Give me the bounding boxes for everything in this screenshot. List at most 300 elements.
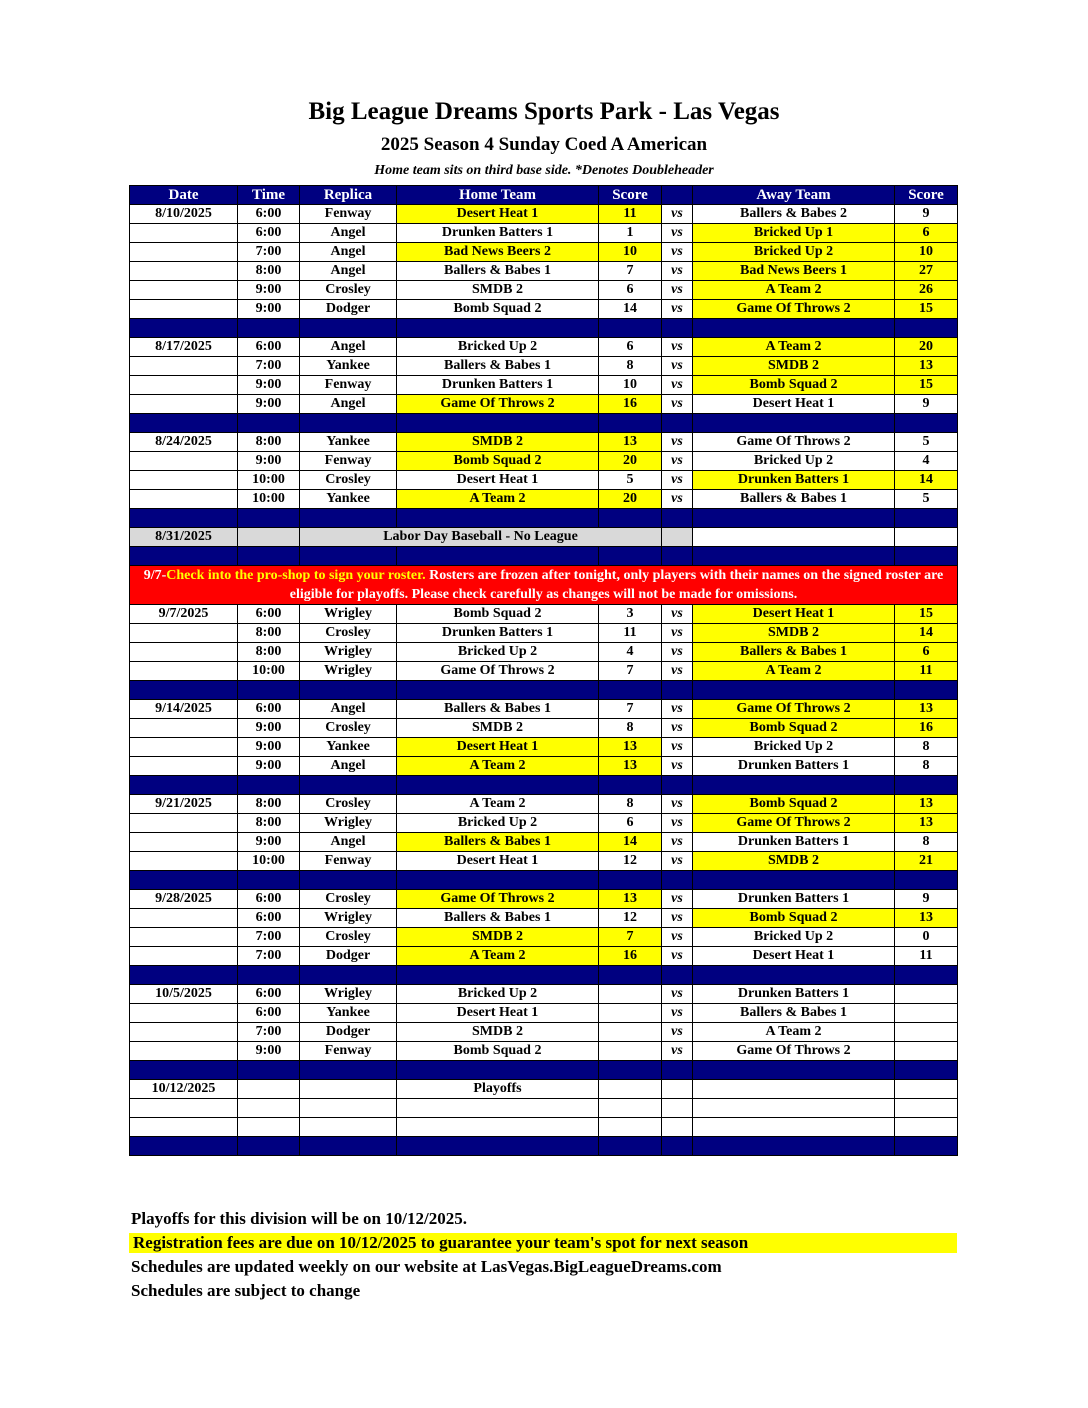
separator-cell bbox=[693, 966, 895, 985]
away-team-cell: Desert Heat 1 bbox=[693, 605, 895, 624]
vs-cell: vs bbox=[662, 662, 693, 681]
date-cell bbox=[130, 814, 238, 833]
separator-cell bbox=[895, 414, 958, 433]
header-vs bbox=[662, 186, 693, 205]
home-team-cell: Ballers & Babes 1 bbox=[397, 909, 599, 928]
away-score-cell bbox=[895, 528, 958, 547]
date-cell bbox=[130, 243, 238, 262]
replica-cell: Wrigley bbox=[300, 605, 397, 624]
home-team-cell: Bomb Squad 2 bbox=[397, 300, 599, 319]
footer-line: Playoffs for this division will be on 10/12/2025. bbox=[131, 1209, 467, 1228]
time-cell bbox=[238, 528, 300, 547]
away-team-cell: A Team 2 bbox=[693, 662, 895, 681]
away-score-cell: 8 bbox=[895, 757, 958, 776]
away-team-cell: Bricked Up 2 bbox=[693, 243, 895, 262]
game-row bbox=[130, 605, 958, 624]
vs-cell: vs bbox=[662, 338, 693, 357]
date-cell: 9/21/2025 bbox=[130, 795, 238, 814]
header-home-team: Home Team bbox=[397, 186, 599, 205]
away-team-cell: A Team 2 bbox=[693, 1023, 895, 1042]
replica-cell: Crosley bbox=[300, 719, 397, 738]
away-score-cell: 13 bbox=[895, 814, 958, 833]
home-team-cell: SMDB 2 bbox=[397, 1023, 599, 1042]
header-home-score: Score bbox=[599, 186, 662, 205]
replica-cell bbox=[300, 1099, 397, 1118]
home-score-cell: 8 bbox=[599, 357, 662, 376]
time-cell: 8:00 bbox=[238, 643, 300, 662]
separator-cell bbox=[895, 1137, 958, 1156]
replica-cell: Crosley bbox=[300, 890, 397, 909]
separator-cell bbox=[895, 776, 958, 795]
away-score-cell: 13 bbox=[895, 700, 958, 719]
separator-cell bbox=[397, 966, 599, 985]
time-cell bbox=[238, 1080, 300, 1099]
away-score-cell: 13 bbox=[895, 357, 958, 376]
time-cell: 6:00 bbox=[238, 205, 300, 224]
home-score-cell bbox=[599, 1023, 662, 1042]
home-score-cell bbox=[599, 985, 662, 1004]
home-score-cell bbox=[599, 1099, 662, 1118]
vs-cell: vs bbox=[662, 376, 693, 395]
vs-cell: vs bbox=[662, 719, 693, 738]
vs-cell: vs bbox=[662, 205, 693, 224]
home-team-cell: A Team 2 bbox=[397, 490, 599, 509]
home-score-cell: 20 bbox=[599, 490, 662, 509]
home-team-cell: Game Of Throws 2 bbox=[397, 395, 599, 414]
vs-cell: vs bbox=[662, 433, 693, 452]
separator-row bbox=[130, 509, 958, 528]
home-score-cell: 3 bbox=[599, 605, 662, 624]
home-team-cell: Bad News Beers 2 bbox=[397, 243, 599, 262]
home-team-cell: Desert Heat 1 bbox=[397, 471, 599, 490]
vs-cell: vs bbox=[662, 985, 693, 1004]
time-cell: 9:00 bbox=[238, 300, 300, 319]
time-cell: 8:00 bbox=[238, 262, 300, 281]
away-team-cell: Drunken Batters 1 bbox=[693, 890, 895, 909]
time-cell: 6:00 bbox=[238, 605, 300, 624]
date-cell: 10/12/2025 bbox=[130, 1080, 238, 1099]
replica-cell: Dodger bbox=[300, 947, 397, 966]
separator-cell bbox=[693, 1137, 895, 1156]
separator-cell bbox=[300, 681, 397, 700]
separator-cell bbox=[693, 681, 895, 700]
separator-cell bbox=[238, 681, 300, 700]
vs-cell: vs bbox=[662, 700, 693, 719]
home-score-cell: 11 bbox=[599, 205, 662, 224]
separator-cell bbox=[300, 509, 397, 528]
separator-cell bbox=[130, 547, 238, 566]
away-team-cell: Drunken Batters 1 bbox=[693, 985, 895, 1004]
home-score-cell: 16 bbox=[599, 395, 662, 414]
time-cell: 8:00 bbox=[238, 433, 300, 452]
home-team-cell: Desert Heat 1 bbox=[397, 1004, 599, 1023]
vs-cell: vs bbox=[662, 795, 693, 814]
home-team-cell: Game Of Throws 2 bbox=[397, 890, 599, 909]
game-row bbox=[130, 795, 958, 814]
away-score-cell bbox=[895, 1023, 958, 1042]
home-score-cell: 7 bbox=[599, 700, 662, 719]
replica-cell bbox=[300, 1118, 397, 1137]
date-cell bbox=[130, 376, 238, 395]
separator-cell bbox=[895, 509, 958, 528]
game-row bbox=[130, 490, 958, 509]
vs-cell: vs bbox=[662, 1004, 693, 1023]
away-score-cell bbox=[895, 1118, 958, 1137]
time-cell: 9:00 bbox=[238, 738, 300, 757]
separator-cell bbox=[238, 871, 300, 890]
replica-cell: Angel bbox=[300, 757, 397, 776]
vs-cell: vs bbox=[662, 395, 693, 414]
time-cell: 7:00 bbox=[238, 357, 300, 376]
away-score-cell bbox=[895, 1004, 958, 1023]
home-team-cell: SMDB 2 bbox=[397, 281, 599, 300]
away-team-cell: Drunken Batters 1 bbox=[693, 833, 895, 852]
registration-notice: Registration fees are due on 10/12/2025 to guarantee your team's spot for next season bbox=[129, 1233, 957, 1253]
date-cell: 8/10/2025 bbox=[130, 205, 238, 224]
away-team-cell: Bomb Squad 2 bbox=[693, 795, 895, 814]
away-team-cell: SMDB 2 bbox=[693, 852, 895, 871]
separator-cell bbox=[238, 1061, 300, 1080]
away-score-cell: 15 bbox=[895, 300, 958, 319]
separator-cell bbox=[130, 776, 238, 795]
roster-notice-row bbox=[130, 566, 958, 605]
separator-cell bbox=[662, 1137, 693, 1156]
home-score-cell: 5 bbox=[599, 471, 662, 490]
home-team-cell: SMDB 2 bbox=[397, 719, 599, 738]
separator-cell bbox=[397, 319, 599, 338]
date-cell bbox=[130, 224, 238, 243]
away-team-cell: A Team 2 bbox=[693, 281, 895, 300]
holiday-text: Labor Day Baseball - No League bbox=[300, 528, 662, 547]
time-cell: 7:00 bbox=[238, 1023, 300, 1042]
away-score-cell: 5 bbox=[895, 490, 958, 509]
separator-cell bbox=[599, 509, 662, 528]
away-score-cell: 8 bbox=[895, 738, 958, 757]
away-team-cell: Bricked Up 1 bbox=[693, 224, 895, 243]
game-row bbox=[130, 376, 958, 395]
away-score-cell: 14 bbox=[895, 471, 958, 490]
away-team-cell: Game Of Throws 2 bbox=[693, 433, 895, 452]
separator-cell bbox=[130, 966, 238, 985]
vs-cell: vs bbox=[662, 928, 693, 947]
game-row bbox=[130, 433, 958, 452]
date-cell: 10/5/2025 bbox=[130, 985, 238, 1004]
separator-cell bbox=[693, 509, 895, 528]
game-row bbox=[130, 1080, 958, 1099]
separator-cell bbox=[895, 681, 958, 700]
separator-cell bbox=[599, 547, 662, 566]
home-team-cell: A Team 2 bbox=[397, 795, 599, 814]
replica-cell: Crosley bbox=[300, 471, 397, 490]
vs-cell: vs bbox=[662, 909, 693, 928]
game-row bbox=[130, 357, 958, 376]
away-score-cell: 14 bbox=[895, 624, 958, 643]
vs-cell: vs bbox=[662, 605, 693, 624]
separator-cell bbox=[300, 871, 397, 890]
away-score-cell bbox=[895, 1080, 958, 1099]
header-date: Date bbox=[130, 186, 238, 205]
game-row bbox=[130, 757, 958, 776]
home-team-cell: Bomb Squad 2 bbox=[397, 452, 599, 471]
away-score-cell: 6 bbox=[895, 224, 958, 243]
separator-cell bbox=[662, 319, 693, 338]
separator-cell bbox=[895, 966, 958, 985]
vs-cell: vs bbox=[662, 300, 693, 319]
replica-cell: Angel bbox=[300, 395, 397, 414]
vs-cell: vs bbox=[662, 643, 693, 662]
game-row bbox=[130, 719, 958, 738]
away-team-cell: Game Of Throws 2 bbox=[693, 300, 895, 319]
away-score-cell: 9 bbox=[895, 205, 958, 224]
time-cell: 6:00 bbox=[238, 985, 300, 1004]
home-score-cell: 13 bbox=[599, 738, 662, 757]
separator-row bbox=[130, 547, 958, 566]
separator-cell bbox=[300, 414, 397, 433]
away-team-cell bbox=[693, 1099, 895, 1118]
separator-cell bbox=[599, 966, 662, 985]
home-team-cell: Bricked Up 2 bbox=[397, 643, 599, 662]
date-cell bbox=[130, 471, 238, 490]
date-cell bbox=[130, 757, 238, 776]
game-row bbox=[130, 738, 958, 757]
time-cell: 9:00 bbox=[238, 833, 300, 852]
home-team-cell: SMDB 2 bbox=[397, 433, 599, 452]
notice-highlight: Check into the pro-shop to sign your roster. bbox=[166, 568, 426, 583]
time-cell: 8:00 bbox=[238, 814, 300, 833]
separator-cell bbox=[238, 509, 300, 528]
separator-row bbox=[130, 414, 958, 433]
separator-cell bbox=[397, 776, 599, 795]
home-team-cell: Drunken Batters 1 bbox=[397, 624, 599, 643]
replica-cell: Fenway bbox=[300, 376, 397, 395]
away-score-cell: 8 bbox=[895, 833, 958, 852]
replica-cell: Angel bbox=[300, 338, 397, 357]
home-score-cell: 14 bbox=[599, 300, 662, 319]
time-cell: 9:00 bbox=[238, 395, 300, 414]
home-team-cell: Drunken Batters 1 bbox=[397, 376, 599, 395]
time-cell: 6:00 bbox=[238, 890, 300, 909]
vs-cell: vs bbox=[662, 452, 693, 471]
date-cell: 9/28/2025 bbox=[130, 890, 238, 909]
away-score-cell: 13 bbox=[895, 795, 958, 814]
away-score-cell: 11 bbox=[895, 662, 958, 681]
home-team-cell: Bomb Squad 2 bbox=[397, 605, 599, 624]
separator-row bbox=[130, 681, 958, 700]
separator-cell bbox=[397, 509, 599, 528]
header-replica: Replica bbox=[300, 186, 397, 205]
separator-cell bbox=[300, 966, 397, 985]
date-cell bbox=[130, 300, 238, 319]
replica-cell: Angel bbox=[300, 243, 397, 262]
schedule-body bbox=[130, 186, 958, 1156]
separator-cell bbox=[130, 1061, 238, 1080]
replica-cell: Dodger bbox=[300, 300, 397, 319]
game-row bbox=[130, 224, 958, 243]
home-team-cell: A Team 2 bbox=[397, 757, 599, 776]
time-cell: 7:00 bbox=[238, 947, 300, 966]
date-cell bbox=[130, 1099, 238, 1118]
home-team-cell: Ballers & Babes 1 bbox=[397, 833, 599, 852]
replica-cell: Wrigley bbox=[300, 985, 397, 1004]
time-cell: 10:00 bbox=[238, 490, 300, 509]
game-row bbox=[130, 471, 958, 490]
game-row bbox=[130, 814, 958, 833]
separator-cell bbox=[895, 1061, 958, 1080]
time-cell: 6:00 bbox=[238, 909, 300, 928]
date-cell bbox=[130, 624, 238, 643]
away-score-cell: 27 bbox=[895, 262, 958, 281]
away-team-cell: Ballers & Babes 1 bbox=[693, 490, 895, 509]
game-row bbox=[130, 205, 958, 224]
replica-cell: Dodger bbox=[300, 1023, 397, 1042]
away-team-cell bbox=[693, 528, 895, 547]
separator-cell bbox=[397, 871, 599, 890]
vs-cell bbox=[662, 528, 693, 547]
date-cell bbox=[130, 1004, 238, 1023]
time-cell: 7:00 bbox=[238, 243, 300, 262]
home-score-cell: 12 bbox=[599, 909, 662, 928]
vs-cell: vs bbox=[662, 1023, 693, 1042]
game-row bbox=[130, 452, 958, 471]
separator-cell bbox=[693, 319, 895, 338]
away-score-cell: 9 bbox=[895, 890, 958, 909]
home-score-cell bbox=[599, 1004, 662, 1023]
separator-cell bbox=[599, 414, 662, 433]
away-team-cell bbox=[693, 1118, 895, 1137]
date-cell: 8/31/2025 bbox=[130, 528, 238, 547]
home-score-cell: 10 bbox=[599, 376, 662, 395]
vs-cell bbox=[662, 1080, 693, 1099]
replica-cell: Angel bbox=[300, 833, 397, 852]
home-score-cell: 16 bbox=[599, 947, 662, 966]
time-cell bbox=[238, 1118, 300, 1137]
separator-cell bbox=[895, 547, 958, 566]
separator-cell bbox=[300, 319, 397, 338]
separator-cell bbox=[397, 1137, 599, 1156]
vs-cell: vs bbox=[662, 490, 693, 509]
separator-cell bbox=[895, 319, 958, 338]
footer-line: Schedules are updated weekly on our website at LasVegas.BigLeagueDreams.com bbox=[131, 1257, 722, 1276]
time-cell: 6:00 bbox=[238, 700, 300, 719]
game-row bbox=[130, 1118, 958, 1137]
date-cell bbox=[130, 452, 238, 471]
date-cell bbox=[130, 719, 238, 738]
vs-cell: vs bbox=[662, 262, 693, 281]
home-score-cell: 10 bbox=[599, 243, 662, 262]
time-cell: 9:00 bbox=[238, 757, 300, 776]
time-cell: 7:00 bbox=[238, 928, 300, 947]
vs-cell: vs bbox=[662, 1042, 693, 1061]
away-team-cell: SMDB 2 bbox=[693, 624, 895, 643]
separator-cell bbox=[300, 1061, 397, 1080]
vs-cell bbox=[662, 1118, 693, 1137]
home-team-cell bbox=[397, 1118, 599, 1137]
home-score-cell: 7 bbox=[599, 662, 662, 681]
replica-cell: Wrigley bbox=[300, 662, 397, 681]
vs-cell: vs bbox=[662, 890, 693, 909]
header-away-score: Score bbox=[895, 186, 958, 205]
date-cell bbox=[130, 662, 238, 681]
away-score-cell: 20 bbox=[895, 338, 958, 357]
home-score-cell: 8 bbox=[599, 795, 662, 814]
away-score-cell: 21 bbox=[895, 852, 958, 871]
separator-row bbox=[130, 776, 958, 795]
game-row bbox=[130, 1099, 958, 1118]
replica-cell bbox=[300, 1080, 397, 1099]
away-score-cell bbox=[895, 985, 958, 1004]
separator-cell bbox=[599, 776, 662, 795]
home-score-cell: 1 bbox=[599, 224, 662, 243]
time-cell: 10:00 bbox=[238, 852, 300, 871]
replica-cell: Yankee bbox=[300, 433, 397, 452]
game-row bbox=[130, 395, 958, 414]
vs-cell: vs bbox=[662, 357, 693, 376]
time-cell: 6:00 bbox=[238, 1004, 300, 1023]
home-team-cell: Desert Heat 1 bbox=[397, 738, 599, 757]
home-score-cell: 13 bbox=[599, 757, 662, 776]
home-team-cell: Desert Heat 1 bbox=[397, 852, 599, 871]
home-team-cell: Bricked Up 2 bbox=[397, 338, 599, 357]
replica-cell: Fenway bbox=[300, 852, 397, 871]
date-cell bbox=[130, 357, 238, 376]
away-score-cell: 10 bbox=[895, 243, 958, 262]
date-cell bbox=[130, 490, 238, 509]
time-cell: 9:00 bbox=[238, 376, 300, 395]
separator-cell bbox=[895, 871, 958, 890]
game-row bbox=[130, 1004, 958, 1023]
separator-cell bbox=[662, 1061, 693, 1080]
game-row bbox=[130, 624, 958, 643]
time-cell: 6:00 bbox=[238, 224, 300, 243]
separator-cell bbox=[693, 414, 895, 433]
separator-cell bbox=[130, 1137, 238, 1156]
time-cell: 9:00 bbox=[238, 719, 300, 738]
home-score-cell: 7 bbox=[599, 262, 662, 281]
separator-cell bbox=[662, 414, 693, 433]
separator-cell bbox=[599, 319, 662, 338]
separator-row bbox=[130, 319, 958, 338]
game-row bbox=[130, 947, 958, 966]
separator-cell bbox=[238, 966, 300, 985]
separator-row bbox=[130, 1137, 958, 1156]
home-score-cell bbox=[599, 1042, 662, 1061]
date-cell bbox=[130, 1042, 238, 1061]
header-away-team: Away Team bbox=[693, 186, 895, 205]
away-team-cell: Ballers & Babes 1 bbox=[693, 643, 895, 662]
away-score-cell: 13 bbox=[895, 909, 958, 928]
game-row bbox=[130, 890, 958, 909]
away-team-cell bbox=[693, 1080, 895, 1099]
away-team-cell: Game Of Throws 2 bbox=[693, 700, 895, 719]
game-row bbox=[130, 852, 958, 871]
vs-cell: vs bbox=[662, 243, 693, 262]
time-cell: 10:00 bbox=[238, 471, 300, 490]
away-score-cell: 6 bbox=[895, 643, 958, 662]
replica-cell: Crosley bbox=[300, 928, 397, 947]
home-team-cell: Ballers & Babes 1 bbox=[397, 357, 599, 376]
separator-cell bbox=[300, 776, 397, 795]
separator-cell bbox=[662, 966, 693, 985]
time-cell: 9:00 bbox=[238, 452, 300, 471]
vs-cell bbox=[662, 1099, 693, 1118]
home-team-cell: Bomb Squad 2 bbox=[397, 1042, 599, 1061]
replica-cell: Crosley bbox=[300, 624, 397, 643]
away-team-cell: Drunken Batters 1 bbox=[693, 757, 895, 776]
vs-cell: vs bbox=[662, 814, 693, 833]
replica-cell: Angel bbox=[300, 262, 397, 281]
separator-cell bbox=[662, 681, 693, 700]
replica-cell: Crosley bbox=[300, 281, 397, 300]
